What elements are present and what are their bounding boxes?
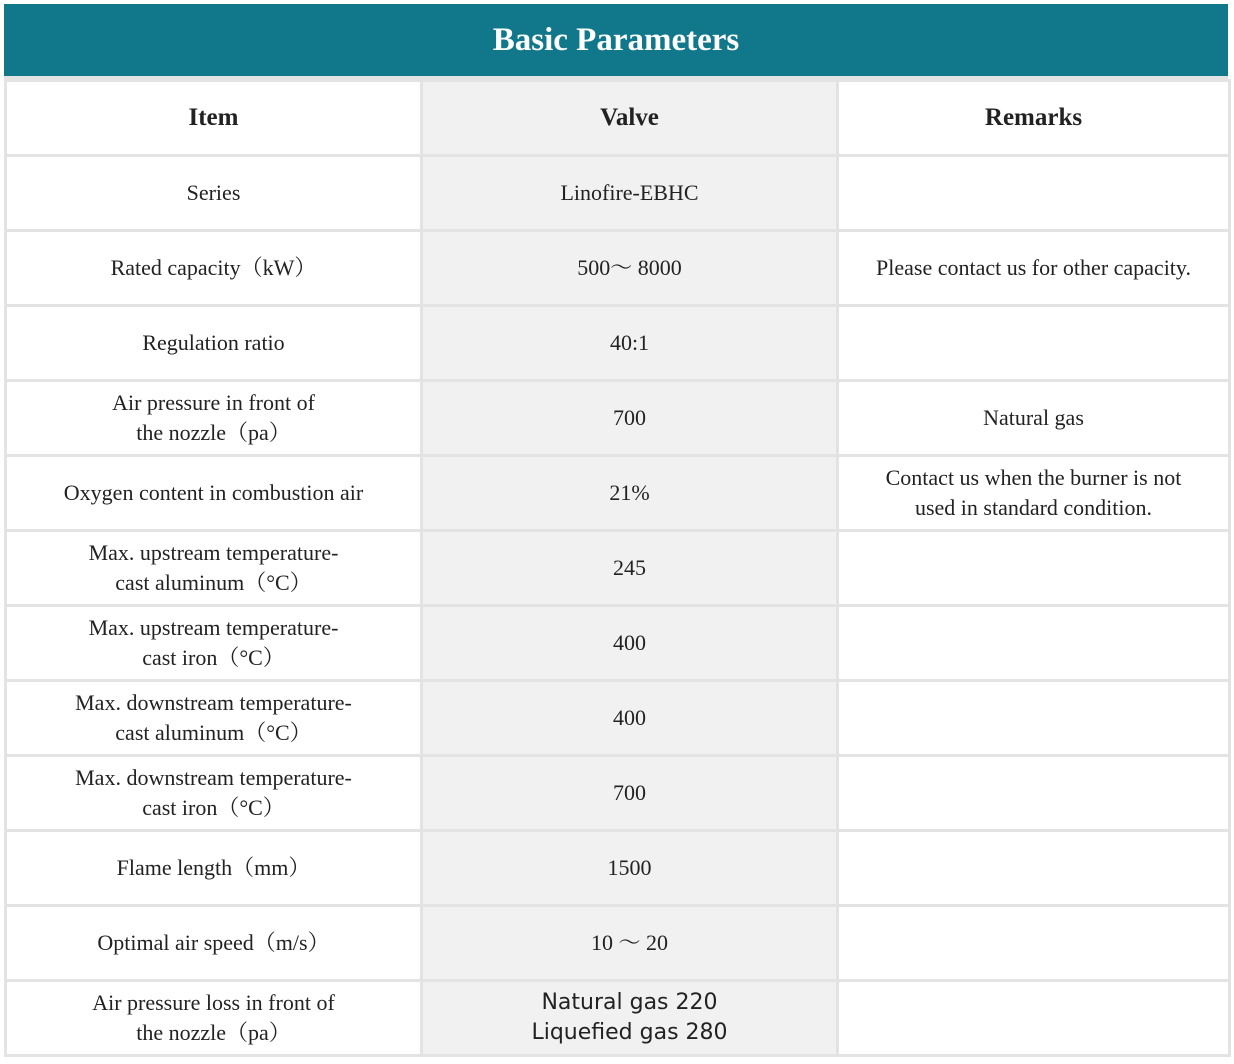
- item-cell: Series: [6, 156, 422, 231]
- parameters-sheet: [4, 4, 1228, 1058]
- value-cell: 400: [422, 681, 838, 756]
- table-row: [6, 306, 1230, 381]
- remarks-cell: [838, 906, 1230, 981]
- table-row: [6, 831, 1230, 906]
- remarks-cell: [838, 981, 1230, 1056]
- remarks-cell: Please contact us for other capacity.: [838, 231, 1230, 306]
- value-cell: 1500: [422, 831, 838, 906]
- remarks-cell: [838, 156, 1230, 231]
- remarks-cell: [838, 756, 1230, 831]
- header-remarks: Remarks: [838, 81, 1230, 156]
- item-cell: Max. upstream temperature- cast iron（°C）: [6, 606, 422, 681]
- remarks-cell: Contact us when the burner is not used in standard condition.: [838, 456, 1230, 531]
- item-cell: Oxygen content in combustion air: [6, 456, 422, 531]
- item-cell: Rated capacity（kW）: [6, 231, 422, 306]
- value-cell: 700: [422, 381, 838, 456]
- table-row: [6, 906, 1230, 981]
- value-cell: Linofire-EBHC: [422, 156, 838, 231]
- item-cell: Regulation ratio: [6, 306, 422, 381]
- remarks-cell: [838, 306, 1230, 381]
- item-cell: Air pressure in front of the nozzle（pa）: [6, 381, 422, 456]
- table-row: [6, 531, 1230, 606]
- table-row: [6, 381, 1230, 456]
- value-cell: 10 ～ 20: [422, 906, 838, 981]
- table-row: [6, 231, 1230, 306]
- header-valve: Valve: [422, 81, 838, 156]
- item-cell: Flame length（mm）: [6, 831, 422, 906]
- value-cell: 700: [422, 756, 838, 831]
- table-row: [6, 981, 1230, 1056]
- item-cell: Max. upstream temperature- cast aluminum（°C）: [6, 531, 422, 606]
- remarks-cell: [838, 831, 1230, 906]
- value-cell: 245: [422, 531, 838, 606]
- table-row: [6, 681, 1230, 756]
- remarks-cell: [838, 606, 1230, 681]
- parameters-table: [4, 79, 1231, 1057]
- value-cell: 400: [422, 606, 838, 681]
- remarks-cell: [838, 531, 1230, 606]
- value-cell: Natural gas 220 Liquefied gas 280: [422, 981, 838, 1056]
- value-cell: 500～ 8000: [422, 231, 838, 306]
- header-item: Item: [6, 81, 422, 156]
- table-row: [6, 606, 1230, 681]
- table-title: Basic Parameters: [4, 4, 1228, 79]
- header-row: [6, 81, 1230, 156]
- item-cell: Max. downstream temperature- cast aluminum（°C）: [6, 681, 422, 756]
- item-cell: Optimal air speed（m/s）: [6, 906, 422, 981]
- table-row: [6, 156, 1230, 231]
- value-cell: 40:1: [422, 306, 838, 381]
- table-row: [6, 756, 1230, 831]
- item-cell: Air pressure loss in front of the nozzle（pa）: [6, 981, 422, 1056]
- remarks-cell: Natural gas: [838, 381, 1230, 456]
- remarks-cell: [838, 681, 1230, 756]
- table-row: [6, 456, 1230, 531]
- item-cell: Max. downstream temperature- cast iron（°C）: [6, 756, 422, 831]
- value-cell: 21%: [422, 456, 838, 531]
